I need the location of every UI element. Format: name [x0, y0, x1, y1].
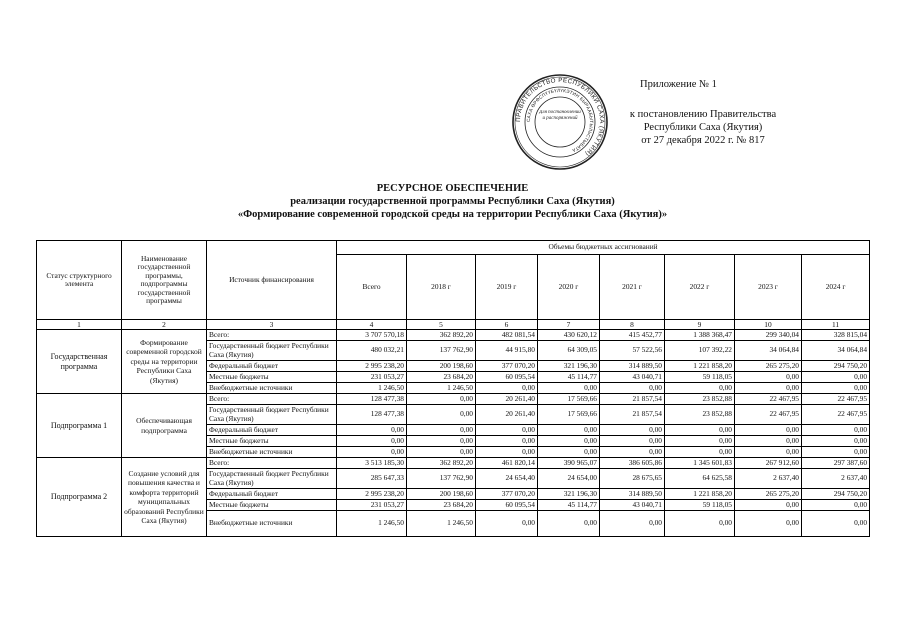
amount-cell: 28 675,65 [600, 469, 665, 489]
amount-cell: 362 892,20 [407, 330, 476, 341]
amount-cell: 3 707 570,18 [337, 330, 407, 341]
amount-cell: 0,00 [665, 511, 735, 537]
amount-cell: 0,00 [802, 372, 870, 383]
amount-cell: 430 620,12 [538, 330, 600, 341]
funding-source-cell: Государственный бюджет Республики Саха (Якутия) [207, 405, 337, 425]
amount-cell: 1 246,50 [407, 383, 476, 394]
title-line-1: РЕСУРСНОЕ ОБЕСПЕЧЕНИЕ [376, 183, 529, 194]
amount-cell: 17 569,66 [538, 405, 600, 425]
amount-cell: 0,00 [476, 447, 538, 458]
amount-cell: 22 467,95 [802, 405, 870, 425]
amount-cell: 24 654,40 [476, 469, 538, 489]
funding-source-cell: Местные бюджеты [207, 436, 337, 447]
amount-cell: 64 625,58 [665, 469, 735, 489]
amount-cell: 20 261,40 [476, 405, 538, 425]
resolution-line-3: от 27 декабря 2022 г. № 817 [641, 135, 765, 146]
amount-cell: 137 762,90 [407, 469, 476, 489]
amount-cell: 1 221 858,20 [665, 489, 735, 500]
amount-cell: 0,00 [735, 383, 802, 394]
funding-source-cell: Федеральный бюджет [207, 489, 337, 500]
amount-cell: 321 196,30 [538, 489, 600, 500]
amount-cell: 265 275,20 [735, 361, 802, 372]
amount-cell: 200 198,60 [407, 361, 476, 372]
amount-cell: 314 889,50 [600, 489, 665, 500]
funding-source-cell: Всего: [207, 330, 337, 341]
amount-cell: 0,00 [665, 436, 735, 447]
amount-cell: 60 095,54 [476, 372, 538, 383]
amount-cell: 0,00 [600, 425, 665, 436]
table-body [37, 320, 870, 537]
amount-cell: 0,00 [735, 511, 802, 537]
amount-cell: 1 388 368,47 [665, 330, 735, 341]
amount-cell: 1 246,50 [337, 383, 407, 394]
amount-cell: 22 467,95 [802, 394, 870, 405]
resolution-reference [588, 108, 818, 147]
header-year-2021: 2021 г [600, 255, 665, 320]
amount-cell: 0,00 [665, 425, 735, 436]
amount-cell: 0,00 [337, 447, 407, 458]
status-cell: Подпрограмма 1 [37, 394, 122, 458]
amount-cell: 21 857,54 [600, 405, 665, 425]
amount-cell: 0,00 [476, 511, 538, 537]
amount-cell: 0,00 [802, 447, 870, 458]
amount-cell: 0,00 [600, 511, 665, 537]
amount-cell: 314 889,50 [600, 361, 665, 372]
amount-cell: 267 912,60 [735, 458, 802, 469]
program-name-cell: Обеспечивающая подпрограмма [122, 394, 207, 458]
column-number: 1 [37, 320, 122, 330]
funding-source-cell: Внебюджетные источники [207, 447, 337, 458]
column-number: 4 [337, 320, 407, 330]
amount-cell: 0,00 [538, 511, 600, 537]
amount-cell: 0,00 [407, 394, 476, 405]
seal-center-text: Для постановлений и распоряжений [539, 110, 581, 121]
amount-cell: 0,00 [337, 436, 407, 447]
amount-cell: 0,00 [476, 425, 538, 436]
amount-cell: 0,00 [735, 436, 802, 447]
amount-cell: 3 513 185,30 [337, 458, 407, 469]
amount-cell: 60 095,54 [476, 500, 538, 511]
amount-cell: 128 477,38 [337, 405, 407, 425]
amount-cell: 1 246,50 [407, 511, 476, 537]
amount-cell: 377 070,20 [476, 361, 538, 372]
amount-cell: 265 275,20 [735, 489, 802, 500]
amount-cell: 0,00 [735, 447, 802, 458]
table-row [37, 458, 870, 469]
amount-cell: 1 345 601,83 [665, 458, 735, 469]
status-cell: Подпрограмма 2 [37, 458, 122, 537]
amount-cell: 0,00 [337, 425, 407, 436]
amount-cell: 2 995 238,20 [337, 361, 407, 372]
header-name: Наименование государственной программы, подпрограммы государственной программы [122, 241, 207, 320]
amount-cell: 34 064,84 [802, 341, 870, 361]
title-line-3: «Формирование современной городской среды на территории Республики Саха (Якутия)» [237, 209, 668, 220]
amount-cell: 0,00 [735, 425, 802, 436]
column-number: 7 [538, 320, 600, 330]
resource-table [36, 240, 870, 537]
amount-cell: 0,00 [735, 500, 802, 511]
document-title [0, 182, 905, 221]
amount-cell: 2 637,40 [802, 469, 870, 489]
funding-source-cell: Местные бюджеты [207, 372, 337, 383]
amount-cell: 377 070,20 [476, 489, 538, 500]
column-number-row [37, 320, 870, 330]
amount-cell: 22 467,95 [735, 405, 802, 425]
column-number: 6 [476, 320, 538, 330]
government-seal [510, 72, 610, 172]
amount-cell: 0,00 [407, 436, 476, 447]
table-row [37, 330, 870, 341]
amount-cell: 45 114,77 [538, 500, 600, 511]
amount-cell: 415 452,77 [600, 330, 665, 341]
amount-cell: 0,00 [538, 425, 600, 436]
amount-cell: 386 605,86 [600, 458, 665, 469]
amount-cell: 0,00 [538, 447, 600, 458]
amount-cell: 1 221 858,20 [665, 361, 735, 372]
amount-cell: 22 467,95 [735, 394, 802, 405]
amount-cell: 23 852,88 [665, 394, 735, 405]
amount-cell: 0,00 [407, 447, 476, 458]
amount-cell: 17 569,66 [538, 394, 600, 405]
amount-cell: 107 392,22 [665, 341, 735, 361]
amount-cell: 200 198,60 [407, 489, 476, 500]
column-number: 11 [802, 320, 870, 330]
funding-source-cell: Внебюджетные источники [207, 511, 337, 537]
program-name-cell: Формирование современной городской среды на территории Республики Саха (Якутия) [122, 330, 207, 394]
status-cell: Государственная программа [37, 330, 122, 394]
amount-cell: 297 387,60 [802, 458, 870, 469]
header-total: Всего [337, 255, 407, 320]
amount-cell: 0,00 [476, 383, 538, 394]
header-year-2019: 2019 г [476, 255, 538, 320]
funding-source-cell: Местные бюджеты [207, 500, 337, 511]
amount-cell: 43 040,71 [600, 372, 665, 383]
funding-source-cell: Всего: [207, 458, 337, 469]
amount-cell: 0,00 [476, 436, 538, 447]
seal-outer-text: ПРАВИТЕЛЬСТВО РЕСПУБЛИКИ САХА (ЯКУТИЯ) [514, 76, 606, 158]
amount-cell: 461 820,14 [476, 458, 538, 469]
amount-cell: 59 118,05 [665, 500, 735, 511]
amount-cell: 482 081,54 [476, 330, 538, 341]
header-year-2018: 2018 г [407, 255, 476, 320]
header-year-2024: 2024 г [802, 255, 870, 320]
amount-cell: 137 762,90 [407, 341, 476, 361]
amount-cell: 362 892,20 [407, 458, 476, 469]
amount-cell: 57 522,56 [600, 341, 665, 361]
amount-cell: 128 477,38 [337, 394, 407, 405]
column-number: 5 [407, 320, 476, 330]
amount-cell: 231 053,27 [337, 372, 407, 383]
amount-cell: 59 118,05 [665, 372, 735, 383]
header-source: Источник финансирования [207, 241, 337, 320]
header-year-2022: 2022 г [665, 255, 735, 320]
amount-cell: 0,00 [600, 436, 665, 447]
amount-cell: 0,00 [802, 436, 870, 447]
amount-cell: 285 647,33 [337, 469, 407, 489]
amount-cell: 0,00 [538, 436, 600, 447]
amount-cell: 0,00 [802, 425, 870, 436]
program-name-cell: Создание условий для повышения качества и комфорта территорий муниципальных образований Республики Саха (Якутия) [122, 458, 207, 537]
amount-cell: 0,00 [600, 383, 665, 394]
amount-cell: 294 750,20 [802, 489, 870, 500]
amount-cell: 0,00 [802, 511, 870, 537]
amount-cell: 0,00 [600, 447, 665, 458]
amount-cell: 480 032,21 [337, 341, 407, 361]
amount-cell: 390 965,07 [538, 458, 600, 469]
resolution-line-2: Республики Саха (Якутия) [643, 122, 763, 133]
funding-source-cell: Внебюджетные источники [207, 383, 337, 394]
amount-cell: 294 750,20 [802, 361, 870, 372]
column-number: 8 [600, 320, 665, 330]
header-year-2020: 2020 г [538, 255, 600, 320]
header-allocations: Объемы бюджетных ассигнований [337, 241, 870, 255]
amount-cell: 23 684,20 [407, 372, 476, 383]
amount-cell: 2 637,40 [735, 469, 802, 489]
column-number: 3 [207, 320, 337, 330]
amount-cell: 0,00 [407, 405, 476, 425]
header-year-2023: 2023 г [735, 255, 802, 320]
amount-cell: 0,00 [665, 447, 735, 458]
amount-cell: 1 246,50 [337, 511, 407, 537]
amount-cell: 23 852,88 [665, 405, 735, 425]
table-row [37, 394, 870, 405]
amount-cell: 2 995 238,20 [337, 489, 407, 500]
column-number: 10 [735, 320, 802, 330]
amount-cell: 64 309,05 [538, 341, 600, 361]
amount-cell: 0,00 [665, 383, 735, 394]
amount-cell: 44 915,80 [476, 341, 538, 361]
funding-source-cell: Федеральный бюджет [207, 425, 337, 436]
funding-source-cell: Государственный бюджет Республики Саха (Якутия) [207, 341, 337, 361]
column-number: 9 [665, 320, 735, 330]
appendix-label: Приложение № 1 [640, 79, 717, 90]
amount-cell: 21 857,54 [600, 394, 665, 405]
amount-cell: 299 340,04 [735, 330, 802, 341]
amount-cell: 24 654,00 [538, 469, 600, 489]
header-status: Статус структурного элемента [37, 241, 122, 320]
amount-cell: 43 040,71 [600, 500, 665, 511]
title-line-2: реализации государственной программы Республики Саха (Якутия) [290, 196, 615, 207]
resolution-line-1: к постановлению Правительства [629, 109, 777, 120]
funding-source-cell: Государственный бюджет Республики Саха (Якутия) [207, 469, 337, 489]
amount-cell: 0,00 [407, 425, 476, 436]
amount-cell: 231 053,27 [337, 500, 407, 511]
amount-cell: 34 064,84 [735, 341, 802, 361]
amount-cell: 321 196,30 [538, 361, 600, 372]
amount-cell: 45 114,77 [538, 372, 600, 383]
amount-cell: 0,00 [802, 500, 870, 511]
amount-cell: 23 684,20 [407, 500, 476, 511]
funding-source-cell: Федеральный бюджет [207, 361, 337, 372]
seal-inner-text: САХА ӨРӨСПҮҮБҮЛҮКЭТИН БЫРААБЫТЫЛЬСТЫБАТА [525, 87, 595, 154]
amount-cell: 328 815,04 [802, 330, 870, 341]
amount-cell: 0,00 [735, 372, 802, 383]
column-number: 2 [122, 320, 207, 330]
funding-source-cell: Всего: [207, 394, 337, 405]
amount-cell: 0,00 [538, 383, 600, 394]
amount-cell: 20 261,40 [476, 394, 538, 405]
amount-cell: 0,00 [802, 383, 870, 394]
